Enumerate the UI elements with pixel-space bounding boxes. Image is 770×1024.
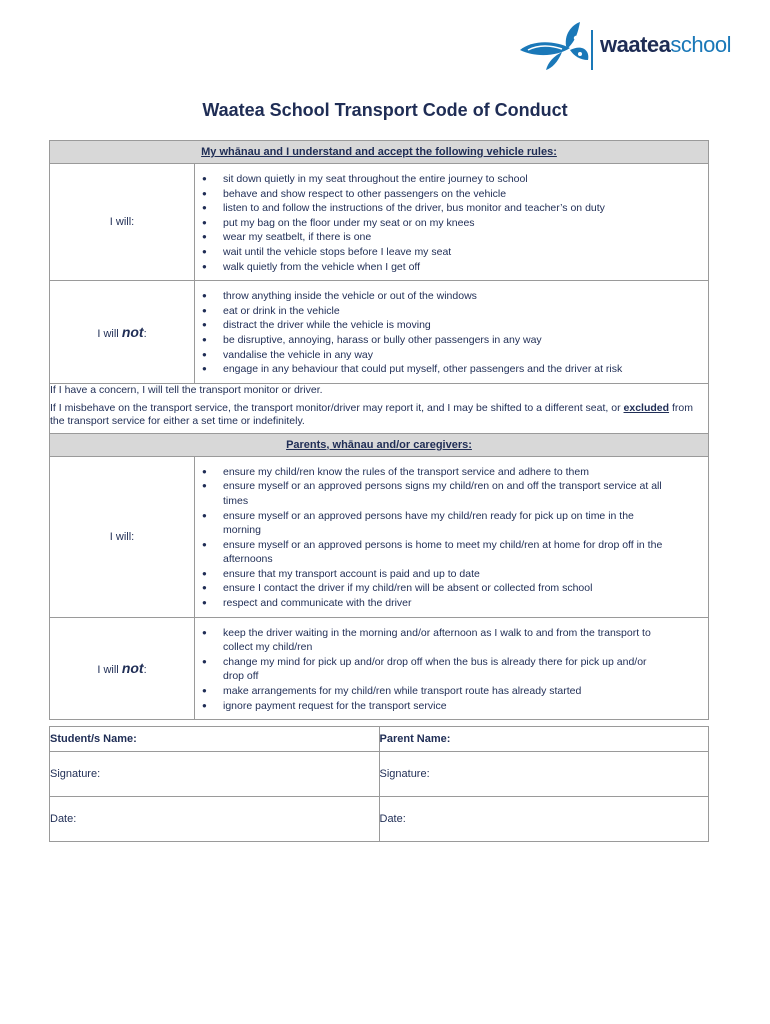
- student-name-field[interactable]: Student/s Name:: [50, 727, 380, 752]
- students-will-not-list: [195, 281, 708, 383]
- list-item: ● ensure myself or an approved persons have my child/ren ready for pick up on time in the morning: [223, 509, 668, 538]
- list-item: ● wait until the vehicle stops before I leave my seat: [223, 245, 700, 260]
- list-item: ● throw anything inside the vehicle or out of the windows: [223, 289, 700, 304]
- butterfly-icon: [520, 22, 588, 70]
- list-item: ● wear my seatbelt, if there is one: [223, 230, 700, 245]
- list-item: ● eat or drink in the vehicle: [223, 304, 700, 319]
- logo-wordmark: waateaschool: [600, 32, 731, 57]
- list-item: ● keep the driver waiting in the morning and/or afternoon as I walk to and from the transport to collect my child/ren: [223, 626, 668, 655]
- parents-section-header: Parents, whānau and/or caregivers:: [50, 433, 709, 456]
- list-item: ● behave and show respect to other passengers on the vehicle: [223, 187, 700, 202]
- parent-date-field[interactable]: Date:: [379, 797, 709, 842]
- concern-note: If I have a concern, I will tell the transport monitor or driver.: [50, 383, 323, 396]
- student-date-field[interactable]: Date:: [50, 797, 380, 842]
- list-item: ● ignore payment request for the transport service: [223, 699, 668, 714]
- page-title: Waatea School Transport Code of Conduct: [202, 100, 568, 120]
- list-item: ● put my bag on the floor under my seat or on my knees: [223, 216, 700, 231]
- parents-will-not-label: I will not:: [50, 617, 195, 720]
- list-item: ● ensure I contact the driver if my child/ren will be absent or collected from school: [223, 581, 668, 596]
- list-item: ● be disruptive, annoying, harass or bully other passengers in any way: [223, 333, 700, 348]
- students-will-not-label: I will not:: [50, 281, 195, 384]
- students-will-list: [195, 164, 708, 280]
- students-section-header: My whānau and I understand and accept the following vehicle rules:: [50, 141, 709, 164]
- students-will-row: [50, 164, 709, 281]
- list-item: ● sit down quietly in my seat throughout the entire journey to school: [223, 172, 700, 187]
- list-item: ● engage in any behaviour that could put myself, other passengers and the driver at risk: [223, 362, 700, 377]
- logo-divider: [591, 30, 593, 70]
- list-item: ● ensure that my transport account is paid and up to date: [223, 567, 668, 582]
- list-item: ● ensure myself or an approved persons is home to meet my child/ren at home for drop off in the afternoons: [223, 538, 668, 567]
- parents-will-label: I will:: [50, 456, 195, 617]
- code-of-conduct-table: [49, 140, 709, 720]
- parent-name-field[interactable]: Parent Name:: [379, 727, 709, 752]
- student-signature-field[interactable]: Signature:: [50, 752, 380, 797]
- conduct-notes: [50, 383, 709, 433]
- list-item: ● walk quietly from the vehicle when I get off: [223, 260, 700, 275]
- parents-will-not-row: [50, 617, 709, 720]
- parents-will-list: [195, 457, 708, 617]
- list-item: ● vandalise the vehicle in any way: [223, 348, 700, 363]
- list-item: ● change my mind for pick up and/or drop off when the bus is already there for pick up and/or drop off: [223, 655, 668, 684]
- parent-signature-field[interactable]: Signature:: [379, 752, 709, 797]
- list-item: ● ensure my child/ren know the rules of the transport service and adhere to them: [223, 465, 668, 480]
- students-will-label: I will:: [50, 164, 195, 281]
- list-item: ● respect and communicate with the driver: [223, 596, 668, 611]
- parents-will-not-list: [195, 618, 708, 720]
- misbehave-note: If I misbehave on the transport service, the transport monitor/driver may report it, and I may be shifted to a different seat, or excluded from the transport service for either a set time or indefinitely.: [50, 401, 693, 427]
- list-item: ● ensure myself or an approved persons signs my child/ren on and off the transport service at all times: [223, 479, 668, 508]
- list-item: ● make arrangements for my child/ren while transport route has already started: [223, 684, 668, 699]
- signoff-table: [49, 726, 709, 842]
- list-item: ● listen to and follow the instructions of the driver, bus monitor and teacher’s on duty: [223, 201, 700, 216]
- list-item: ● distract the driver while the vehicle is moving: [223, 318, 700, 333]
- students-will-not-row: [50, 281, 709, 384]
- parents-will-row: [50, 456, 709, 617]
